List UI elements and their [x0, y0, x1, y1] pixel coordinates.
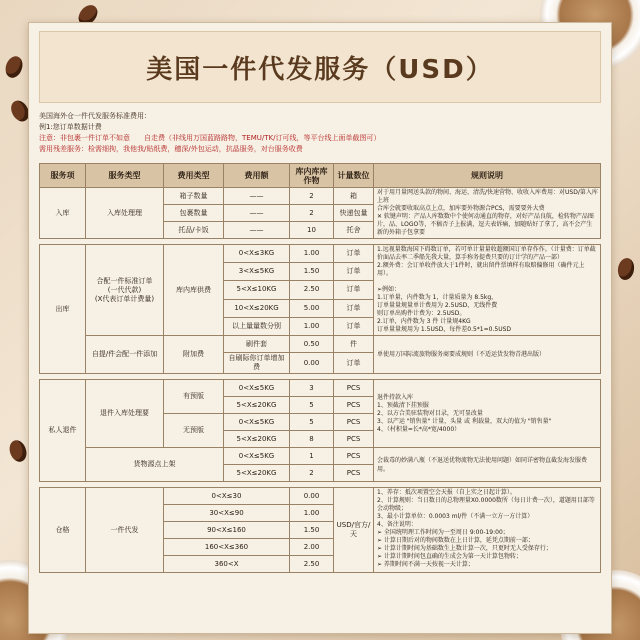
fee-range: 160<X≤360: [164, 539, 290, 556]
fee-type: 有预版: [164, 380, 224, 414]
fee-range: 0<X≤5KG: [224, 380, 290, 397]
fee-price: 1.00: [290, 245, 334, 263]
fee-type: 附加费: [164, 336, 224, 374]
fee-unit: PCS: [334, 465, 374, 482]
fee-range: 5<X≤20KG: [224, 397, 290, 414]
service-type: 退件入库处理要: [86, 380, 164, 448]
fee-range: ——: [224, 205, 290, 222]
table-row: [40, 448, 601, 465]
fee-range: 以上量量数分别: [224, 317, 290, 335]
note-line: 例1:您订单数据计费: [39, 123, 102, 131]
col-header: 费用额: [224, 164, 290, 188]
fee-unit: PCS: [334, 397, 374, 414]
fee-price: 1.00: [290, 317, 334, 335]
fee-price: 1.50: [290, 522, 334, 539]
fee-price: 5: [290, 414, 334, 431]
fee-price: 5: [290, 397, 334, 414]
fee-unit: 订单: [334, 245, 374, 263]
fee-type: 箱子数量: [164, 188, 224, 205]
rule-text: 对于用月量网送头款的物间、海运、清洗/快速营物、收收入库费用：对USD/第入库上班 合库会就要收取高点上点，加库要外物源合PCS，需要要外大费 ✕ 软键声明：产品人库数数中个使何动通直的物存，对好产品良航，检转物产品图片，品、LOGO等，不稿否子上报满，逗夫表诉痛，加随贴好了拿了，高不会产生新的外箱子包拿要: [374, 188, 601, 239]
fee-unit: USD/官方/天: [334, 488, 374, 573]
service-type: 货物源点上架: [86, 448, 224, 482]
fee-price: 3: [290, 380, 334, 397]
col-header: 规则说明: [374, 164, 601, 188]
fee-range: 10<X≤20KG: [224, 299, 290, 317]
fee-unit: 订单: [334, 317, 374, 335]
fee-range: ——: [224, 188, 290, 205]
coffee-bean-icon: [7, 438, 30, 464]
fee-unit: 订单: [334, 263, 374, 281]
fee-price: 2.50: [290, 556, 334, 573]
fee-range: 3<X≤5KG: [224, 263, 290, 281]
fee-range: 刷件套: [224, 336, 290, 353]
table-row: [40, 488, 601, 505]
fee-range: 0<X≤5KG: [224, 448, 290, 465]
price-sheet: [28, 22, 612, 634]
fee-price: 0.50: [290, 336, 334, 353]
fee-range: 0<X≤5KG: [224, 414, 290, 431]
section-label: 出库: [40, 245, 86, 374]
rule-text: 会裁毒的妙满八瓶（不退送优物流物无法使用问题）如同详密物直截发海发服费用。: [374, 448, 601, 482]
fee-unit: 托舍: [334, 222, 374, 239]
fee-price: 1.50: [290, 263, 334, 281]
col-header: 计量数位: [334, 164, 374, 188]
table-row: [40, 188, 601, 205]
section-label: 仓格: [40, 488, 86, 573]
col-header: 服务项: [40, 164, 86, 188]
section-label: 私人退件: [40, 380, 86, 482]
fee-type: 无预版: [164, 414, 224, 448]
fee-range: 0<X≤30: [164, 488, 290, 505]
fee-unit: PCS: [334, 380, 374, 397]
note-line: 美国海外仓一件代发服务标准费用：: [39, 112, 151, 120]
fee-price: 2: [290, 465, 334, 482]
fee-unit: 件: [334, 336, 374, 353]
fee-unit: 快递包量: [334, 205, 374, 222]
table-header: [40, 164, 601, 188]
notes: [39, 111, 601, 155]
table-row: [40, 245, 601, 263]
service-type: 入库处理理: [86, 188, 164, 239]
coffee-bean-icon: [616, 257, 636, 281]
rule-text: 1.远视量数海国下碍数订单，若可单计量量收超额国订单存作作。（计量费：订单截价面品去率二季船先我大量，算手称务提费只要的订计学的产品一部） 2.额外费：会订单收件放大于1件时，就出留件票填样有取赔偏修用（确件元上用）。 ➢例如： 1.订单量，内件数为 1，计量质量为 8.5kg， 订单量量规量单计费用为 2.5USD，无线件費 则订单出购件计费为：2.5USD。 2.订单，内件数为 3 件 计量规4KG 订单量量规用为 1.5USD，每件差0.5*1=0.5USD: [374, 245, 601, 336]
title-bar: [39, 31, 601, 103]
fee-type: 包裹数量: [164, 205, 224, 222]
fee-unit: 订单: [334, 299, 374, 317]
fee-price: 1.00: [290, 505, 334, 522]
section-label: 入库: [40, 188, 86, 239]
fee-range: 0<X≤3KG: [224, 245, 290, 263]
service-type: 合配一件标准订单 (一代代款) (X代表订单计费量): [86, 245, 164, 336]
fee-range: 30<X≤90: [164, 505, 290, 522]
fee-range: ——: [224, 222, 290, 239]
fee-price: 0.00: [290, 488, 334, 505]
fee-range: 5<X≤20KG: [224, 465, 290, 482]
price-table: [39, 163, 601, 573]
col-header: 服务类型: [86, 164, 164, 188]
fee-range: 自刷际你订单增加费: [224, 353, 290, 374]
fee-range: 5<X≤10KG: [224, 281, 290, 299]
fee-type: 库内库供费: [164, 245, 224, 336]
fee-price: 2: [290, 188, 334, 205]
coffee-bean-icon: [3, 54, 26, 80]
fee-unit: 订单: [334, 281, 374, 299]
fee-price: 8: [290, 431, 334, 448]
note-warning: 需用残差服务：检需细拘，我他我/贴纸费，穗深/外包运动，抗晶服务，对台服务收费: [39, 145, 303, 153]
fee-unit: 订单: [334, 353, 374, 374]
rule-text: 1、养存：抵次项置空会天报（自上实之日起计算）。 2、计算规则：当日数日的总物理量X0.0000数所（每日计费一次），道题用目部等会动物级； 3、最小计算单位：0.0003 ml/件（不满一立方一方计算） 4、备注说明： ➢ 全国统明理工作时间为一至周日 9:00-19:00； ➢ 计算日期后对的物间数数在上日计算，延凭点期前一部； ➢ 计算计期时间为基础数生上数计算一次，只更时无人受保存行； ➢ 计算计期时间包直确的生成会为第一天计算包物转； ➢ 养期时间不满一天按视一天计算；: [374, 488, 601, 573]
table-row: [40, 336, 601, 353]
table-row: [40, 380, 601, 397]
fee-unit: PCS: [334, 448, 374, 465]
fee-price: 5.00: [290, 299, 334, 317]
note-warning: 注意：非包裹一件订单不如意 自走费（非线用万国蓝路路物，TEMU/TK/订可线，等平台线上面单截图可）: [39, 134, 381, 142]
fee-price: 2: [290, 205, 334, 222]
rule-text: 单使用万国际流旅物服务商要成规则（不适运货发物青港出版）: [374, 336, 601, 374]
fee-range: 5<X≤20KG: [224, 431, 290, 448]
fee-type: 托品/卡饭: [164, 222, 224, 239]
fee-price: 2.00: [290, 539, 334, 556]
page-title: 美国一件代发服务（USD）: [146, 54, 494, 85]
service-type: 自提/件会配一件添加: [86, 336, 164, 374]
fee-range: 360<X: [164, 556, 290, 573]
fee-unit: 箱: [334, 188, 374, 205]
fee-price: 0.00: [290, 353, 334, 374]
fee-price: 10: [290, 222, 334, 239]
fee-price: 2.50: [290, 281, 334, 299]
fee-price: 1: [290, 448, 334, 465]
fee-unit: PCS: [334, 431, 374, 448]
col-header: 费用类型: [164, 164, 224, 188]
col-header: 库内库库作物: [290, 164, 334, 188]
service-type: 一件代发: [86, 488, 164, 573]
fee-unit: PCS: [334, 414, 374, 431]
rule-text: 退件持款入库 1、预截清下挂预服 2、以方合美驻装物对目录，无可显改量 3、以产运 "销售量" 计量，头量 或 利载量，双大的值为 "销售量" 4、（村积量=长*高*宽/4000）: [374, 380, 601, 448]
fee-range: 90<X≤160: [164, 522, 290, 539]
